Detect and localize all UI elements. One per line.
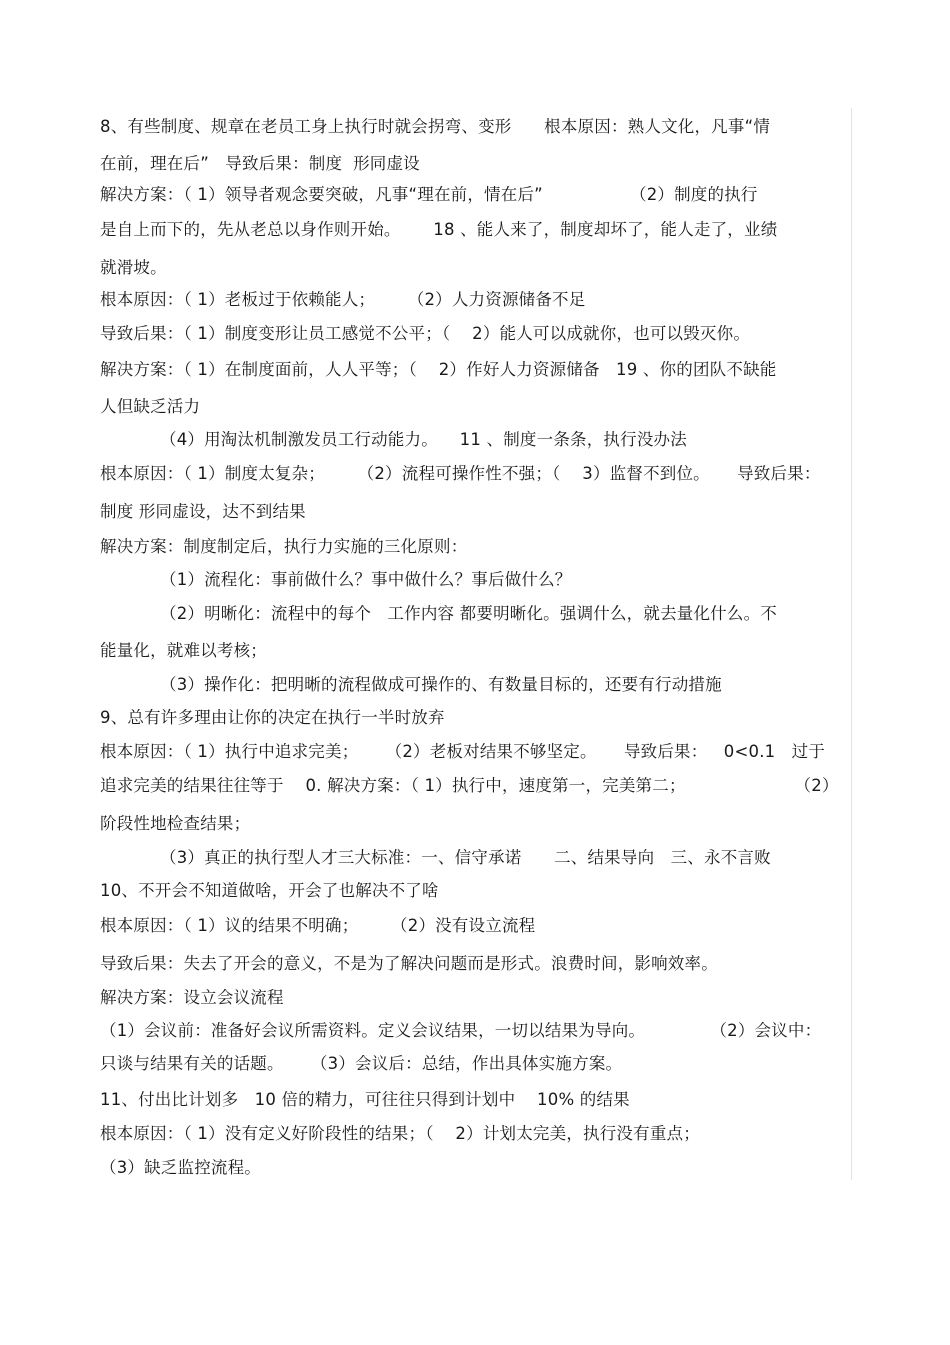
text-line: 是自上而下的，先从老总以身作则开始。 18 、能人来了，制度却坏了，能人走了，业绩 bbox=[100, 220, 778, 239]
text-line: 制度 形同虚设，达不到结果 bbox=[100, 502, 306, 521]
text-line: 10、不开会不知道做啥，开会了也解决不了啥 bbox=[100, 881, 439, 900]
text-line: 根本原因：（ 1）制度太复杂； （2）流程可操作性不强；（ 3）监督不到位。 导致后果： bbox=[100, 464, 821, 483]
text-line: （1）流程化：事前做什么？事中做什么？事后做什么？ bbox=[160, 570, 572, 589]
right-margin-rule bbox=[851, 108, 852, 1180]
text-line: 人但缺乏活力 bbox=[100, 397, 201, 416]
text-line: 根本原因：（ 1）执行中追求完美； （2）老板对结果不够坚定。 导致后果： 0<0.1 过于 bbox=[100, 742, 826, 761]
text-line: 8、有些制度、规章在老员工身上执行时就会拐弯、变形 根本原因：熟人文化，凡事“情 bbox=[100, 117, 771, 136]
text-line: （3）操作化：把明晰的流程做成可操作的、有数量目标的，还要有行动措施 bbox=[160, 675, 722, 694]
text-line: 根本原因：（ 1）老板过于依赖能人； （2）人力资源储备不足 bbox=[100, 290, 586, 309]
text-line: 阶段性地检查结果； bbox=[100, 814, 251, 833]
text-line: 在前，理在后” 导致后果：制度 形同虚设 bbox=[100, 154, 420, 173]
text-line: 解决方案：（ 1）领导者观念要突破，凡事“理在前，情在后” （2）制度的执行 bbox=[100, 185, 758, 204]
text-line: 导致后果：失去了开会的意义，不是为了解决问题而是形式。浪费时间，影响效率。 bbox=[100, 954, 718, 973]
text-line: 只谈与结果有关的话题。 （3）会议后：总结，作出具体实施方案。 bbox=[100, 1054, 623, 1073]
text-line: 9、总有许多理由让你的决定在执行一半时放弃 bbox=[100, 708, 445, 727]
text-line: 导致后果：（ 1）制度变形让员工感觉不公平；（ 2）能人可以成就你，也可以毁灭你。 bbox=[100, 324, 751, 343]
text-line: 解决方案：（ 1）在制度面前，人人平等；（ 2）作好人力资源储备 19 、你的团队不缺能 bbox=[100, 360, 777, 379]
text-line: 追求完美的结果往往等于 0. 解决方案：（ 1）执行中，速度第一，完美第二； （2） bbox=[100, 776, 839, 795]
text-line: 能量化，就难以考核； bbox=[100, 641, 267, 660]
text-line: （3）缺乏监控流程。 bbox=[100, 1158, 261, 1177]
text-line: 就滑坡。 bbox=[100, 258, 167, 277]
text-line: （4）用淘汰机制激发员工行动能力。 11 、制度一条条，执行没办法 bbox=[160, 430, 687, 449]
text-line: 解决方案：制度制定后，执行力实施的三化原则： bbox=[100, 537, 468, 556]
text-line: （2）明晰化：流程中的每个 工作内容 都要明晰化。强调什么，就去量化什么。不 bbox=[160, 604, 777, 623]
text-line: 根本原因：（ 1）没有定义好阶段性的结果；（ 2）计划太完美，执行没有重点； bbox=[100, 1124, 700, 1143]
text-line: 根本原因：（ 1）议的结果不明确； （2）没有设立流程 bbox=[100, 916, 536, 935]
text-line: 解决方案：设立会议流程 bbox=[100, 988, 284, 1007]
text-line: （1）会议前：准备好会议所需资料。定义会议结果，一切以结果为导向。 （2）会议中： bbox=[100, 1021, 822, 1040]
text-line: （3）真正的执行型人才三大标准：一、信守承诺 二、结果导向 三、永不言败 bbox=[160, 848, 771, 867]
text-line: 11、付出比计划多 10 倍的精力，可往往只得到计划中 10% 的结果 bbox=[100, 1090, 630, 1109]
